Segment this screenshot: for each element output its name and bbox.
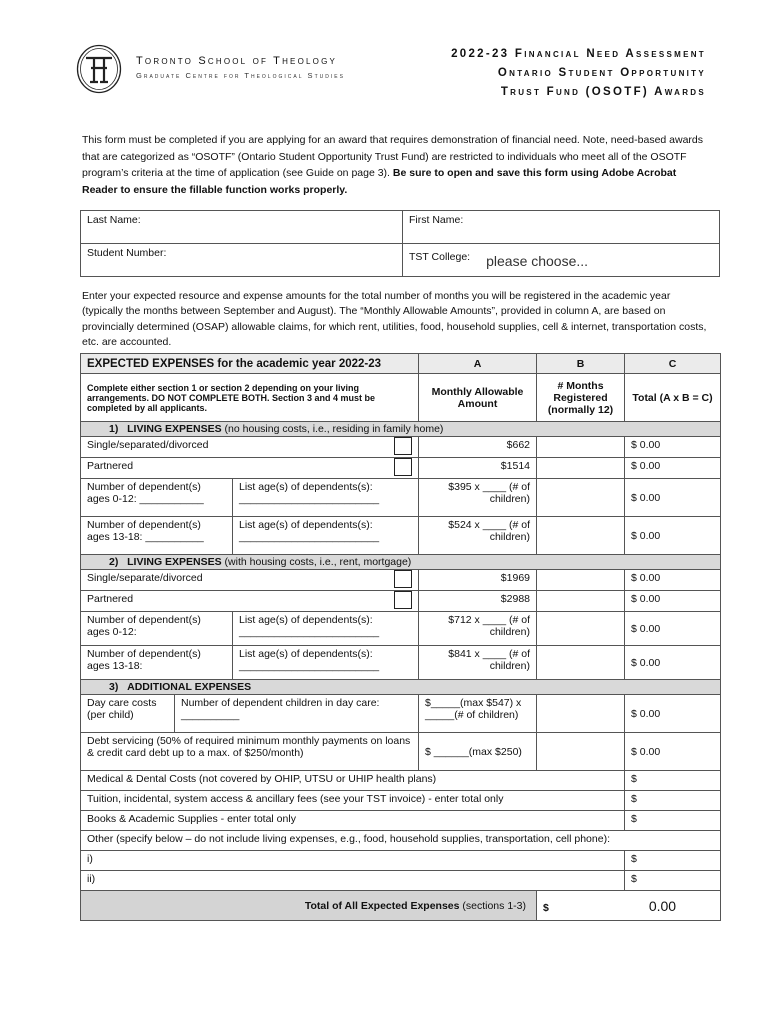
header-b: B xyxy=(537,354,625,374)
s1-dep1318-ages[interactable]: List age(s) of dependents(s): ________________________ xyxy=(233,517,419,555)
s2-dep012-months[interactable] xyxy=(537,612,625,646)
tst-college-field xyxy=(403,244,720,277)
total-value-cell xyxy=(537,891,721,921)
expenses-main xyxy=(80,353,721,921)
books-label: Books & Academic Supplies - enter total only xyxy=(81,811,625,831)
section-1-header xyxy=(81,422,721,437)
school-name: Toronto School of Theology xyxy=(136,55,338,67)
debt-total: $ 0.00 xyxy=(625,733,721,771)
first-name-label: First Name: xyxy=(409,214,464,226)
c-description: Total (A x B = C) xyxy=(625,374,721,422)
daycare-months[interactable] xyxy=(537,695,625,733)
s2-single-amount: $1969 xyxy=(419,570,537,591)
total-sign: $ xyxy=(543,901,549,914)
s2-dep1318-amount[interactable]: $841 x ____ (# of children) xyxy=(419,646,537,680)
other-ii-total[interactable]: $ xyxy=(625,871,721,891)
s1-partnered-checkbox[interactable] xyxy=(394,458,412,476)
s2-partnered-row xyxy=(81,591,419,612)
a-description: Monthly Allowable Amount xyxy=(419,374,537,422)
section-2-subtitle: (with housing costs, i.e., rent, mortgage) xyxy=(221,556,412,568)
last-name-field[interactable] xyxy=(81,211,403,244)
student-number-label: Student Number: xyxy=(87,247,167,259)
section-2-header xyxy=(81,555,721,570)
s1-dep012-amount[interactable]: $395 x ____ (# of children) xyxy=(419,479,537,517)
s1-single-months[interactable] xyxy=(537,437,625,458)
s1-dep012-ages[interactable]: List age(s) of dependents(s): ________________________ xyxy=(233,479,419,517)
section-1-number: 1) xyxy=(109,423,119,435)
college-select[interactable]: please choose... xyxy=(486,253,589,269)
tuition-label: Tuition, incidental, system access & ancillary fees (see your TST invoice) - enter total only xyxy=(81,791,625,811)
s2-single-row xyxy=(81,570,419,591)
section-1-title: LIVING EXPENSES xyxy=(127,423,222,435)
s1-partnered-total: $ 0.00 xyxy=(625,458,721,479)
b-description: # Months Registered (normally 12) xyxy=(537,374,625,422)
last-name-label: Last Name: xyxy=(87,214,141,226)
s2-dep012-total: $ 0.00 xyxy=(625,612,721,646)
s2-single-total: $ 0.00 xyxy=(625,570,721,591)
other-ii-label[interactable]: ii) xyxy=(81,871,625,891)
header-c: C xyxy=(625,354,721,374)
s1-dep1318-total: $ 0.00 xyxy=(625,517,721,555)
debt-months[interactable] xyxy=(537,733,625,771)
s1-dep012-total: $ 0.00 xyxy=(625,479,721,517)
s2-partnered-amount: $2988 xyxy=(419,591,537,612)
title-line-2: Ontario Student Opportunity xyxy=(497,67,706,79)
title-line-1: 2022-23 Financial Need Assessment xyxy=(451,48,706,60)
s2-partnered-checkbox[interactable] xyxy=(394,591,412,609)
medical-label: Medical & Dental Costs (not covered by OHIP, UTSU or UHIP health plans) xyxy=(81,771,625,791)
s2-partnered-months[interactable] xyxy=(537,591,625,612)
total-label: Total of All Expected Expenses xyxy=(304,899,460,912)
intro-paragraph xyxy=(82,132,704,198)
other-label: Other (specify below – do not include living expenses, e.g., food, household supplies, transportation, cell phone): xyxy=(81,831,721,851)
other-i-label[interactable]: i) xyxy=(81,851,625,871)
s1-partnered-label: Partnered xyxy=(87,460,134,472)
heading-cell: EXPECTED EXPENSES for the academic year 2022-23 xyxy=(81,354,419,374)
s1-partnered-months[interactable] xyxy=(537,458,625,479)
instructions-paragraph: Enter your expected resource and expense amounts for the total number of months you will be registered in the academic year (typically the months between September and August). The “Monthly Allowable Amounts”, provided in column A, are based on provincially determined (OSAP) allowable claims, for which rent, utilities, food, household supplies, cell & internet, transportation costs, etc. are accounted. xyxy=(82,290,707,348)
s1-single-checkbox[interactable] xyxy=(394,437,412,455)
s2-single-checkbox[interactable] xyxy=(394,570,412,588)
total-sections: (sections 1-3) xyxy=(459,899,526,912)
s2-partnered-total: $ 0.00 xyxy=(625,591,721,612)
student-info-table xyxy=(80,210,720,277)
s2-dep012-ages[interactable]: List age(s) of dependents(s): ________________________ xyxy=(233,612,419,646)
tst-logo xyxy=(76,44,122,94)
organization-name xyxy=(136,55,345,80)
s1-dep1318-count[interactable]: Number of dependent(s) ages 13-18: __________ xyxy=(81,517,233,555)
s1-partnered-amount: $1514 xyxy=(419,458,537,479)
s2-dep1318-ages[interactable]: List age(s) of dependents(s): ________________________ xyxy=(233,646,419,680)
s2-partnered-label: Partnered xyxy=(87,593,134,605)
section-3-number: 3) xyxy=(109,681,119,693)
first-name-field[interactable] xyxy=(403,211,720,244)
section-2-title: LIVING EXPENSES xyxy=(127,556,222,568)
daycare-total: $ 0.00 xyxy=(625,695,721,733)
s1-dep012-months[interactable] xyxy=(537,479,625,517)
section-1-subtitle: (no housing costs, i.e., residing in family home) xyxy=(221,423,444,435)
other-i-total[interactable]: $ xyxy=(625,851,721,871)
daycare-label: Day care costs (per child) xyxy=(81,695,175,733)
s2-single-months[interactable] xyxy=(537,570,625,591)
debt-amount[interactable]: $ ______(max $250) xyxy=(419,733,537,771)
s1-partnered-row xyxy=(81,458,419,479)
total-value: 0.00 xyxy=(648,897,677,914)
title-line-3: Trust Fund (OSOTF) Awards xyxy=(500,86,706,98)
intro-text: This form must be completed if you are applying for an award that requires demonstration of financial need. Note, need-based awards that are categorized as “OSOTF” (Ontario Student Opportunity Trust Fund) are restricted to individuals who meet all of the OSOTF program’s criteria at the time of application (see Guide on page 3). xyxy=(82,134,704,179)
section-3-title: ADDITIONAL EXPENSES xyxy=(127,681,252,693)
s1-single-label: Single/separated/divorced xyxy=(87,439,209,451)
s1-single-total: $ 0.00 xyxy=(625,437,721,458)
s2-dep1318-total: $ 0.00 xyxy=(625,646,721,680)
s1-dep1318-amount[interactable]: $524 x ____ (# of children) xyxy=(419,517,537,555)
form-title xyxy=(451,45,706,102)
s1-dep1318-months[interactable] xyxy=(537,517,625,555)
medical-total[interactable]: $ xyxy=(625,771,721,791)
books-total[interactable]: $ xyxy=(625,811,721,831)
daycare-count[interactable]: Number of dependent children in day care: __________ xyxy=(175,695,419,733)
debt-label: Debt servicing (50% of required minimum monthly payments on loans & credit card debt up to a max. of $250/month) xyxy=(81,733,419,771)
total-label-cell xyxy=(81,891,537,921)
s2-dep1318-months[interactable] xyxy=(537,646,625,680)
daycare-amount[interactable]: $_____(max $547) x _____(# of children) xyxy=(419,695,537,733)
header-a: A xyxy=(419,354,537,374)
s1-dep012-count[interactable]: Number of dependent(s) ages 0-12: ___________ xyxy=(81,479,233,517)
s2-single-label: Single/separate/divorced xyxy=(87,572,203,584)
s1-single-amount: $662 xyxy=(419,437,537,458)
student-number-field[interactable] xyxy=(81,244,403,277)
tuition-total[interactable]: $ xyxy=(625,791,721,811)
s2-dep012-count[interactable]: Number of dependent(s) ages 0-12: xyxy=(81,612,233,646)
s2-dep012-amount[interactable]: $712 x ____ (# of children) xyxy=(419,612,537,646)
section-note: Complete either section 1 or section 2 depending on your living arrangements. DO NOT COMPLETE BOTH. Section 3 and 4 must be completed by all applicants. xyxy=(81,374,419,422)
s2-dep1318-count[interactable]: Number of dependent(s) ages 13-18: xyxy=(81,646,233,680)
intro-bold-note: Be sure to open and save this form using Adobe Acrobat Reader to ensure the fillable function works properly. xyxy=(82,167,677,196)
s1-single-row xyxy=(81,437,419,458)
section-3-header xyxy=(81,680,721,695)
tst-college-label: TST College: xyxy=(409,251,471,263)
centre-name: Graduate Centre for Theological Studies xyxy=(136,71,345,80)
section-2-number: 2) xyxy=(109,556,119,568)
